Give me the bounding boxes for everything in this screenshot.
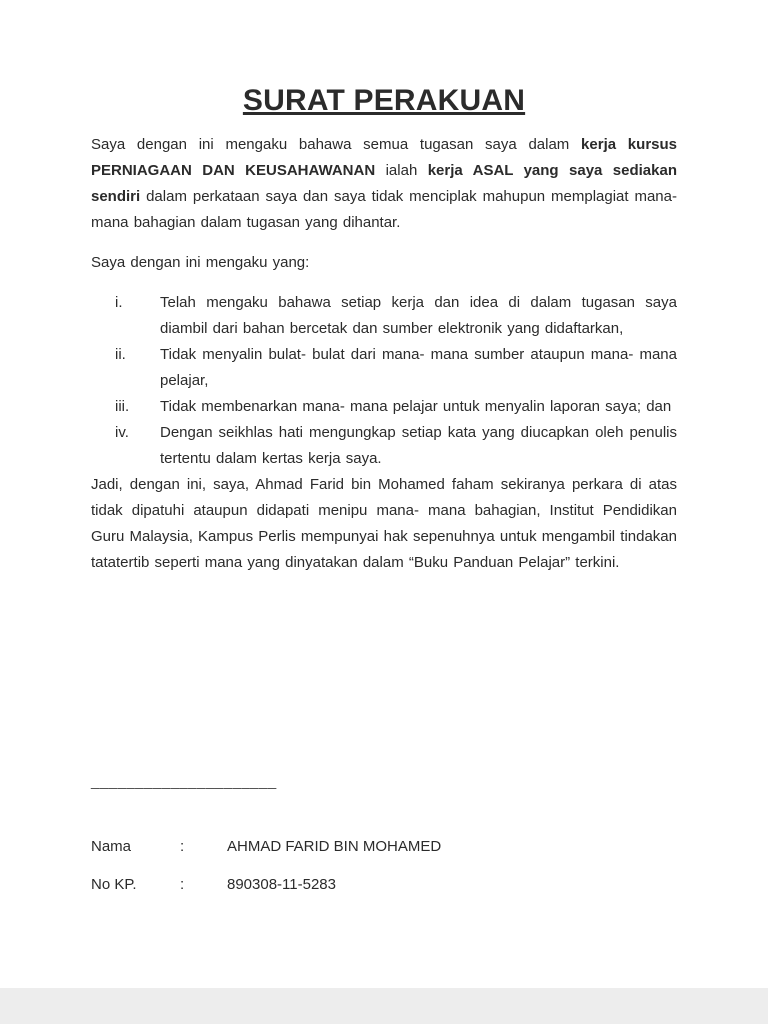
idnumber-value: 890308-11-5283	[227, 876, 336, 893]
opening-paragraph-text: ialah	[375, 162, 428, 179]
idnumber-label: No KP.	[91, 876, 137, 893]
opening-paragraph-text: Saya dengan ini mengaku bahawa semua tugasan saya dalam	[91, 136, 582, 153]
name-label: Nama	[91, 838, 132, 855]
course-name-bold: kerja kursus PERNIAGAAN DAN KEUSAHAWANAN	[91, 136, 678, 179]
list-item-numeral: ii.	[115, 346, 126, 363]
declaration-list	[91, 290, 677, 472]
letter-body	[91, 84, 678, 898]
opening-paragraph	[91, 132, 677, 236]
list-item	[91, 420, 677, 472]
list-item-text: Telah mengaku bahawa setiap kerja dan idea di dalam tugasan saya diambil dari bahan bercetak dan sumber elektronik yang didaftarkan,	[160, 294, 677, 337]
signature-name-row	[91, 834, 677, 860]
idnumber-colon: :	[180, 876, 185, 893]
page-bottom-gutter	[0, 988, 768, 1024]
list-item-numeral: i.	[115, 294, 123, 311]
closing-paragraph: Jadi, dengan ini, saya, Ahmad Farid bin Mohamed faham sekiranya perkara di atas tidak dipatuhi ataupun didapati menipu mana- mana bahagian, Institut Pendidikan Guru Malaysia, Kampus Perlis mempunyai hak sepenuhnya untuk mengambil tindakan tatatertib seperti mana yang dinyatakan dalam “Buku Panduan Pelajar” terkini.	[91, 476, 677, 571]
name-value: AHMAD FARID BIN MOHAMED	[227, 838, 442, 855]
list-item-text: Tidak membenarkan mana- mana pelajar untuk menyalin laporan saya; dan	[160, 398, 672, 415]
signature-line: _____________________	[91, 773, 277, 790]
original-work-bold: kerja ASAL yang saya sediakan sendiri	[91, 162, 678, 205]
list-item-text: Dengan seikhlas hati mengungkap setiap kata yang diucapkan oleh penulis tertentu dalam kertas kerja saya.	[160, 424, 677, 467]
signature-idnumber-row	[91, 872, 677, 898]
list-item	[91, 290, 677, 342]
list-item	[91, 342, 677, 394]
list-intro-paragraph: Saya dengan ini mengaku yang:	[91, 254, 310, 271]
opening-paragraph-text: dalam perkataan saya dan saya tidak menciplak mahupun memplagiat mana- mana bahagian dalam tugasan yang dihantar.	[91, 188, 677, 231]
page-title: SURAT PERAKUAN	[242, 84, 526, 117]
list-item-text: Tidak menyalin bulat- bulat dari mana- mana sumber ataupun mana- mana pelajar,	[160, 346, 677, 389]
list-item-numeral: iii.	[115, 398, 130, 415]
name-colon: :	[180, 838, 185, 855]
list-item	[91, 394, 677, 420]
list-item-numeral: iv.	[115, 424, 129, 441]
